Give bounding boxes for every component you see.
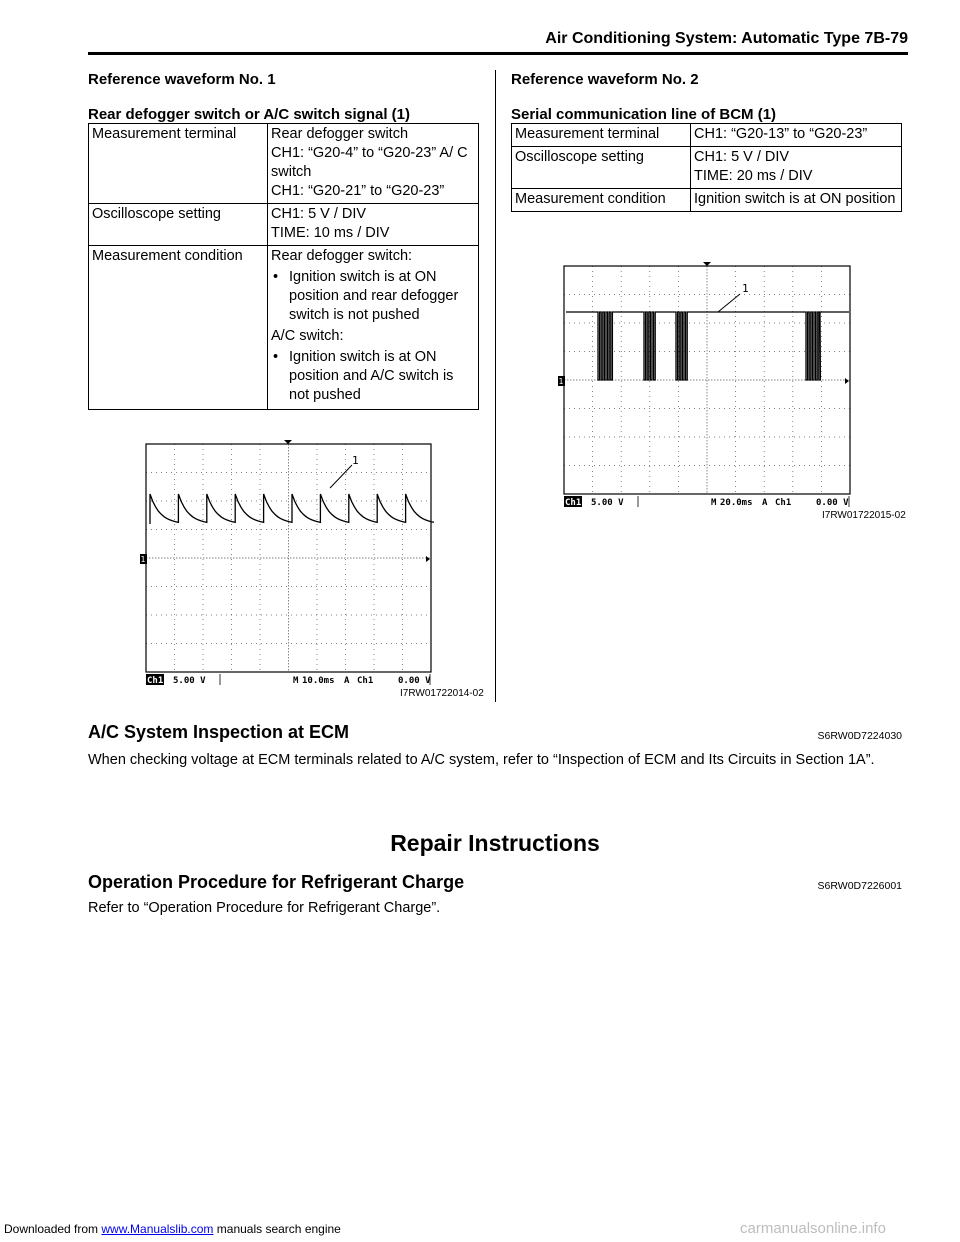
right-waveform-heading: Reference waveform No. 2	[511, 71, 699, 88]
right-ch-label: Ch1	[565, 498, 582, 508]
left-spec-table	[88, 123, 479, 410]
left-osc-line2: TIME: 10 ms / DIV	[271, 225, 390, 241]
left-a-label: A	[344, 676, 350, 686]
ac-inspection-code: S6RW0D7224030	[817, 730, 902, 742]
footer-download-note	[4, 1222, 341, 1236]
left-ground-marker-label: 1	[140, 555, 146, 564]
ac-inspection-text: When checking voltage at ECM terminals related to A/C system, refer to “Inspection of ECM and Its Circuits in Section 1A”.	[88, 752, 875, 768]
right-osc-line1: CH1: 5 V / DIV	[694, 149, 790, 165]
left-trigger-level-marker	[426, 556, 430, 562]
right-trigger-position-marker	[703, 262, 711, 266]
left-trigger-ch: Ch1	[357, 676, 374, 686]
refrigerant-charge-code: S6RW0D7226001	[817, 880, 902, 892]
left-terminal-line1: Rear defogger switch	[271, 126, 409, 142]
right-cond-value: Ignition switch is at ON position	[691, 189, 902, 212]
page-header-title: Air Conditioning System: Automatic Type 7B-79	[545, 30, 908, 47]
right-timebase: 20.0ms	[720, 498, 753, 508]
left-cond-key: Measurement condition	[89, 246, 268, 410]
left-waveform-heading: Reference waveform No. 1	[88, 71, 276, 88]
table-row	[512, 147, 902, 189]
right-trigger-ch: Ch1	[775, 498, 792, 508]
left-cond-bullet1: • Ignition switch is at ON position and rear defogger switch is not pushed	[271, 268, 475, 325]
footer-manualslib-link[interactable]: www.Manualslib.com	[101, 1222, 214, 1236]
repair-instructions-title: Repair Instructions	[390, 830, 600, 856]
right-waveform-trace	[566, 312, 849, 380]
table-row	[89, 124, 479, 204]
right-osc-line2: TIME: 20 ms / DIV	[694, 168, 813, 184]
header-rule	[88, 52, 908, 55]
footer-prefix: Downloaded from	[4, 1222, 102, 1236]
left-osc-value	[268, 204, 479, 246]
right-osc-key: Oscilloscope setting	[512, 147, 691, 189]
left-trigger-position-marker	[284, 440, 292, 444]
right-figure-code: I7RW01722015-02	[822, 510, 906, 521]
left-callout-label: 1	[352, 454, 359, 467]
right-volts-div: 5.00 V	[591, 498, 624, 508]
right-callout-label: 1	[742, 282, 749, 295]
left-cond-value	[268, 246, 479, 410]
left-terminal-key: Measurement terminal	[89, 124, 268, 204]
left-signal-title: Rear defogger switch or A/C switch signal (1)	[88, 106, 411, 123]
refrigerant-charge-title: Operation Procedure for Refrigerant Charge	[88, 872, 465, 892]
left-terminal-line2: CH1: “G20-4” to “G20-23” A/ C switch	[271, 145, 468, 180]
left-cond-head1: Rear defogger switch:	[271, 248, 413, 264]
left-callout-leader	[330, 465, 352, 488]
left-osc-line1: CH1: 5 V / DIV	[271, 206, 367, 222]
left-figure-code: I7RW01722014-02	[400, 688, 484, 699]
refrigerant-charge-text: Refer to “Operation Procedure for Refrigerant Charge”.	[88, 900, 441, 916]
left-trigger-level: 0.00 V	[398, 676, 431, 686]
column-divider	[495, 70, 496, 702]
left-cond-bullet2: • Ignition switch is at ON position and A/C switch is not pushed	[271, 348, 475, 405]
table-row	[89, 204, 479, 246]
left-waveform-trace	[150, 494, 434, 524]
right-osc-value	[691, 147, 902, 189]
right-spec-table	[511, 123, 902, 212]
right-trigger-level: 0.00 V	[816, 498, 849, 508]
footer-watermark: carmanualsonline.info	[740, 1220, 886, 1237]
ac-inspection-title: A/C System Inspection at ECM	[88, 722, 350, 742]
left-timebase: 10.0ms	[302, 676, 335, 686]
left-oscilloscope-figure	[140, 440, 440, 690]
left-terminal-line3: CH1: “G20-21” to “G20-23”	[271, 183, 445, 199]
right-trigger-level-marker	[845, 378, 849, 384]
left-scope-grid	[146, 444, 431, 672]
right-oscilloscope-figure	[558, 262, 858, 512]
left-ch-label: Ch1	[147, 676, 164, 686]
table-row	[512, 189, 902, 212]
right-signal-title: Serial communication line of BCM (1)	[511, 106, 777, 123]
left-terminal-value	[268, 124, 479, 204]
right-m-label: M	[711, 498, 717, 508]
left-cond-head2: A/C switch:	[271, 328, 344, 344]
right-cond-key: Measurement condition	[512, 189, 691, 212]
table-row	[512, 124, 902, 147]
right-terminal-value: CH1: “G20-13” to “G20-23”	[691, 124, 902, 147]
right-terminal-key: Measurement terminal	[512, 124, 691, 147]
right-a-label: A	[762, 498, 768, 508]
right-callout-leader	[718, 294, 740, 312]
left-m-label: M	[293, 676, 299, 686]
left-volts-div: 5.00 V	[173, 676, 206, 686]
left-osc-key: Oscilloscope setting	[89, 204, 268, 246]
table-row	[89, 246, 479, 410]
footer-suffix: manuals search engine	[213, 1222, 341, 1236]
right-ground-marker-label: 1	[558, 377, 564, 386]
